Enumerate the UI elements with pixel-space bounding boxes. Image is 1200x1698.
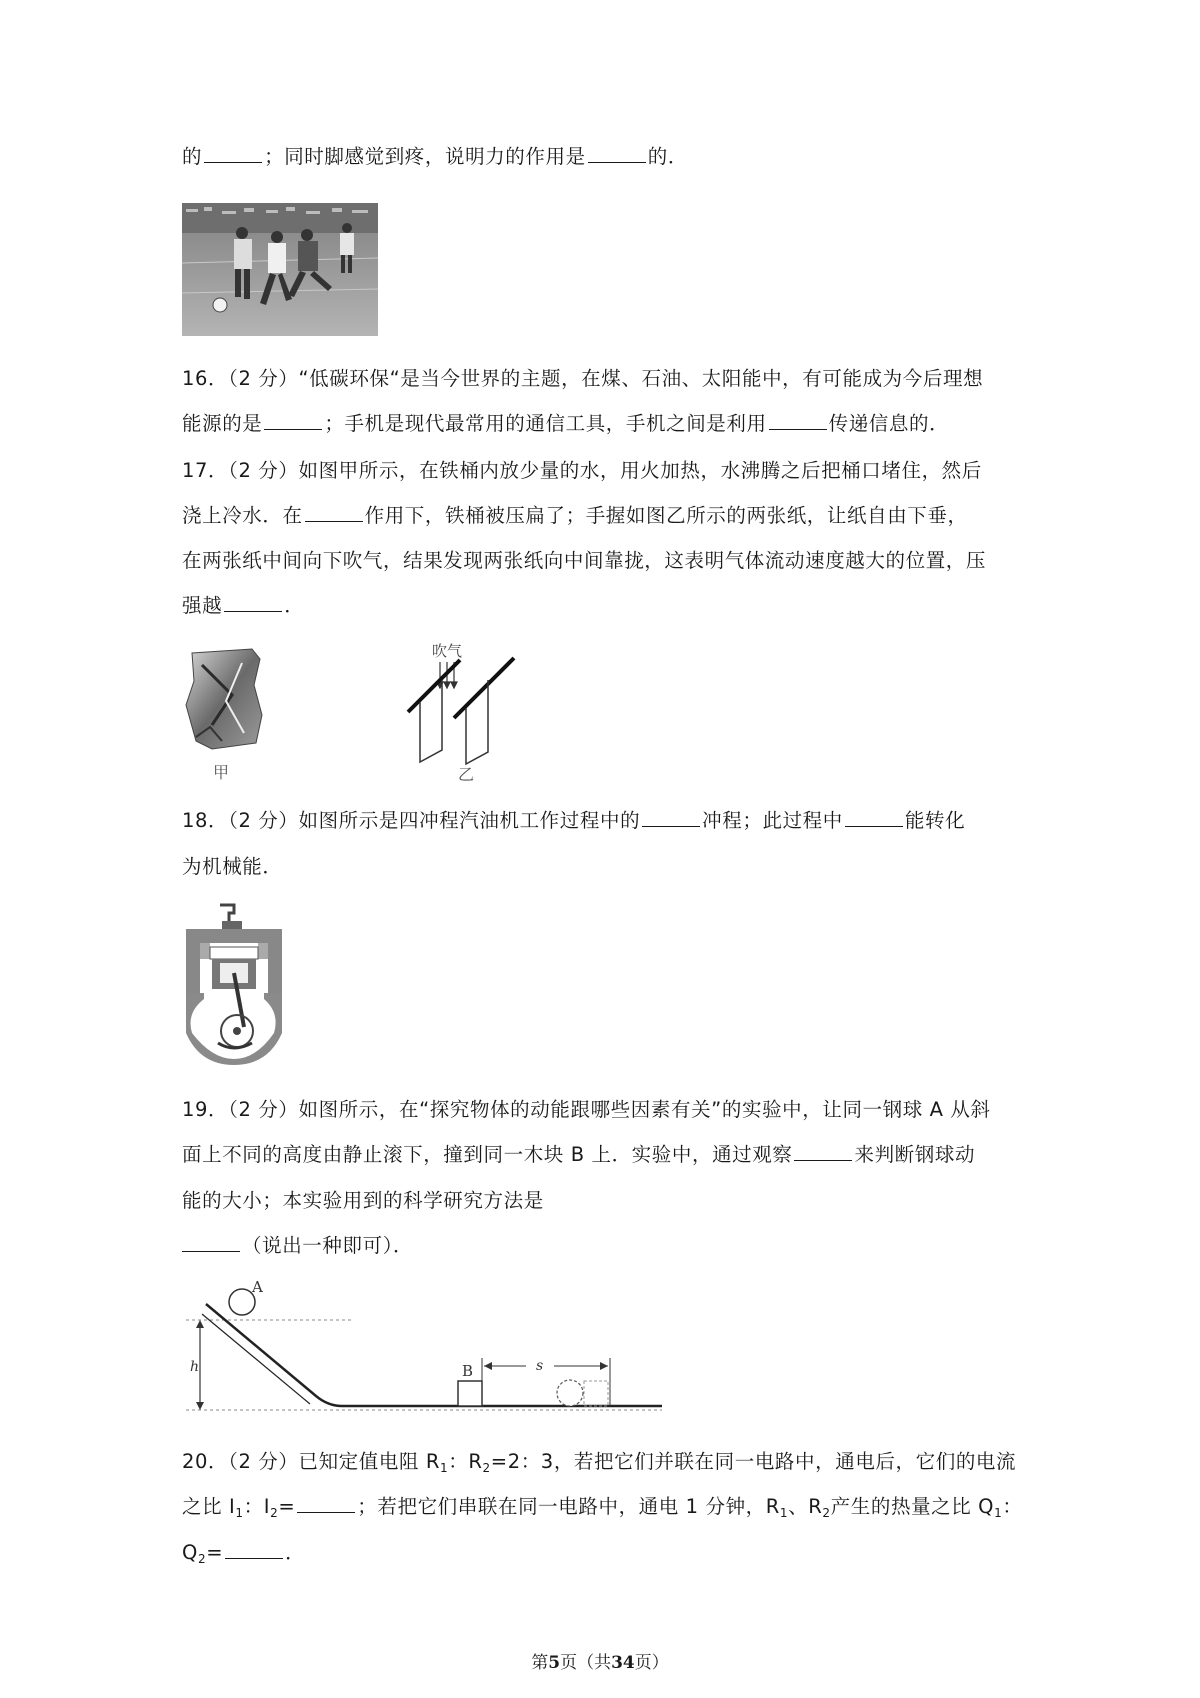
engine-cylinder-figure [182,903,286,1065]
page-number: 5 [548,1653,561,1673]
figure-caption-jia: 甲 [213,763,230,782]
answer-blank[interactable] [225,1557,283,1559]
answer-blank[interactable] [794,1159,852,1161]
q17-line-3: 在两张纸中间向下吹气，结果发现两张纸向中间靠拢，这表明气体流动速度越大的位置，压 [182,549,987,572]
q20-line-1: 20．（2 分）已知定值电阻 $R_1$：$R_2=2$：3，若把它们并联在同一电路中，通电后，它们的电流 [182,1450,1017,1475]
q19-line-3: 能的大小；本实验用到的科学研究方法是 [182,1189,544,1212]
football-photo [182,203,378,336]
q19-line-4: （说出一种即可）． [182,1233,413,1259]
q19-line-1: 19．（2 分）如图所示，在“探究物体的动能跟哪些因素有关”的实验中，让同一钢球 A 从斜 [182,1098,991,1121]
q17-line-2: 浇上冷水．在 作用下，铁桶被压扁了；手握如图乙所示的两张纸，让纸自由下垂， [182,504,968,527]
answer-blank[interactable] [182,1250,240,1252]
q15-line-1: 的 ；同时脚感觉到疼，说明力的作用是 的． [182,145,688,168]
page-footer: 第5页（共34页） [531,1653,669,1673]
answer-blank[interactable] [297,1511,355,1513]
ramp-experiment-figure [186,1278,662,1420]
q18-line-2: 为机械能． [182,855,283,878]
ball-a-label: A [252,1278,263,1296]
q18-line-1: 18．（2 分）如图所示是四冲程汽油机工作过程中的 冲程；此过程中 能转化 [182,809,966,832]
answer-blank[interactable] [224,610,282,612]
distance-label: s [536,1358,544,1374]
answer-blank[interactable] [769,428,827,430]
q16-line-2: 能源的是 ；手机是现代最常用的通信工具，手机之间是利用 传递信息的． [182,412,950,435]
answer-blank[interactable] [204,161,262,163]
blow-label: 吹气 [432,642,463,660]
total-pages: 34 [611,1653,635,1673]
q20-line-3: $Q_2=$ ． [182,1541,306,1566]
answer-blank[interactable] [642,825,700,827]
q17-line-1: 17．（2 分）如图甲所示，在铁桶内放少量的水，用火加热，水沸腾之后把桶口堵住，然后 [182,459,982,482]
q17-line-4: 强越 ． [182,594,305,617]
two-paper-sheets-figure [402,640,522,776]
answer-blank[interactable] [845,825,903,827]
q16-line-1: 16．（2 分）“低碳环保“是当今世界的主题，在煤、石油、太阳能中，有可能成为今后理想 [182,367,984,390]
answer-blank[interactable] [588,161,646,163]
figure-caption-yi: 乙 [458,765,475,784]
q19-line-2: 面上不同的高度由静止滚下，撞到同一木块 B 上．实验中，通过观察 来判断钢球动 [182,1143,976,1166]
answer-blank[interactable] [305,520,363,522]
q20-line-2: 之比 $I_1$：$I_2=$ ；若把它们串联在同一电路中，通电 1 分钟，$R_1$、$R_2$产生的热量之比 $Q_1$： [182,1495,1023,1520]
answer-blank[interactable] [264,428,322,430]
block-b-label: B [462,1362,474,1380]
height-label: h [190,1359,200,1375]
crushed-bucket-figure [182,645,264,763]
